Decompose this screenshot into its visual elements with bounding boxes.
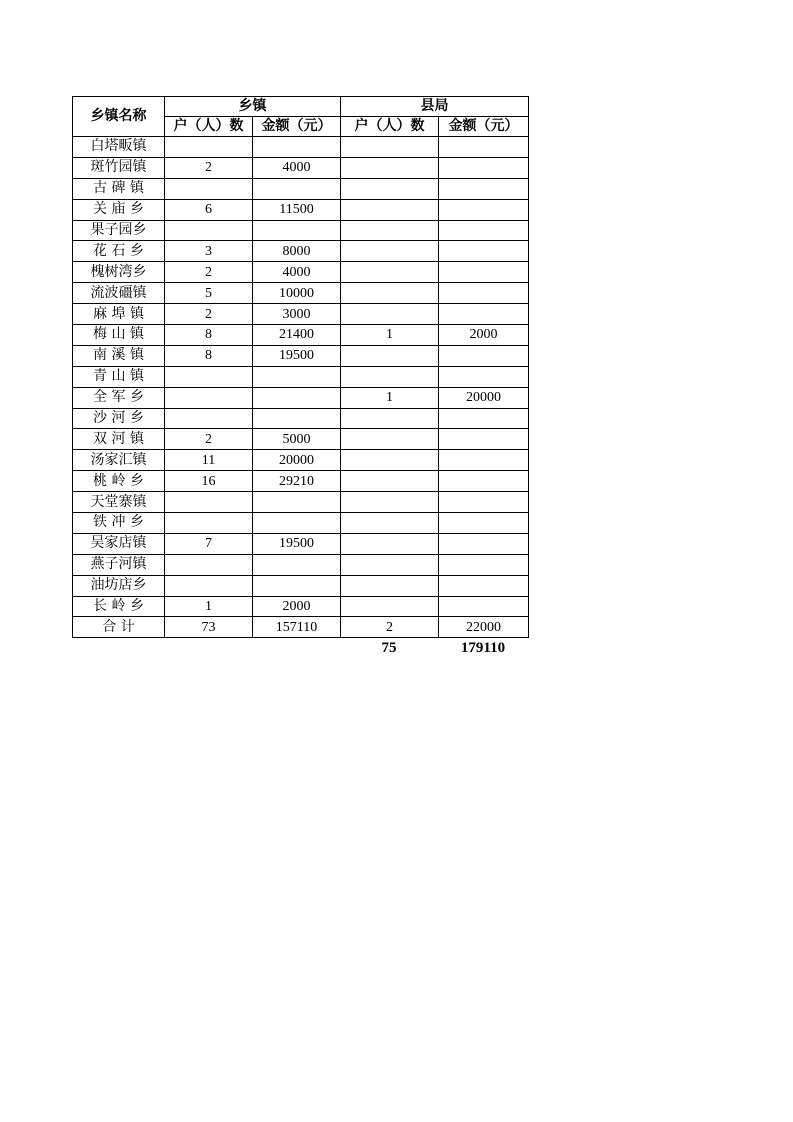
cell-c-amount <box>439 471 529 492</box>
cell-t-amount: 29210 <box>253 471 341 492</box>
cell-c-people <box>341 513 439 534</box>
table-row <box>73 137 529 158</box>
township-name: 长 岭 乡 <box>73 596 165 617</box>
grand-total-people: 75 <box>381 640 397 656</box>
cell-c-people <box>341 220 439 241</box>
township-name: 桃 岭 乡 <box>73 471 165 492</box>
table-row <box>73 533 529 554</box>
township-name: 麻 埠 镇 <box>73 304 165 325</box>
header-row-groups <box>73 97 529 117</box>
cell-t-people: 2 <box>165 262 253 283</box>
cell-c-amount <box>439 492 529 513</box>
cell-t-people <box>165 575 253 596</box>
corner-header: 乡镇名称 <box>73 97 165 137</box>
cell-t-people <box>165 554 253 575</box>
township-name: 槐树湾乡 <box>73 262 165 283</box>
cell-c-people <box>341 283 439 304</box>
cell-t-amount <box>253 220 341 241</box>
cell-t-amount: 21400 <box>253 325 341 346</box>
group-header-township: 乡镇 <box>165 97 341 117</box>
cell-t-amount <box>253 137 341 158</box>
table-row <box>73 513 529 534</box>
cell-t-amount: 19500 <box>253 345 341 366</box>
cell-c-amount: 22000 <box>439 617 529 638</box>
table-row <box>73 262 529 283</box>
cell-c-amount <box>439 513 529 534</box>
cell-c-people <box>341 575 439 596</box>
township-name: 斑竹园镇 <box>73 157 165 178</box>
cell-t-people <box>165 178 253 199</box>
cell-c-people <box>341 429 439 450</box>
cell-t-amount <box>253 513 341 534</box>
cell-c-people <box>341 366 439 387</box>
township-name: 沙 河 乡 <box>73 408 165 429</box>
township-name: 汤家汇镇 <box>73 450 165 471</box>
township-name: 花 石 乡 <box>73 241 165 262</box>
cell-c-people <box>341 450 439 471</box>
column-header: 金额（元） <box>439 117 529 137</box>
cell-c-people <box>341 554 439 575</box>
cell-c-people <box>341 345 439 366</box>
township-name: 南 溪 镇 <box>73 345 165 366</box>
cell-c-amount <box>439 575 529 596</box>
township-name: 梅 山 镇 <box>73 325 165 346</box>
cell-c-amount <box>439 199 529 220</box>
cell-t-amount: 4000 <box>253 262 341 283</box>
cell-t-amount <box>253 575 341 596</box>
table-row <box>73 450 529 471</box>
table-row <box>73 304 529 325</box>
cell-c-amount <box>439 408 529 429</box>
cell-t-people <box>165 513 253 534</box>
cell-c-amount <box>439 345 529 366</box>
cell-t-people: 3 <box>165 241 253 262</box>
grand-total-amount: 179110 <box>460 640 506 656</box>
cell-c-people <box>341 471 439 492</box>
cell-c-amount <box>439 241 529 262</box>
township-name: 白塔畈镇 <box>73 137 165 158</box>
township-name: 双 河 镇 <box>73 429 165 450</box>
table-row <box>73 178 529 199</box>
table-row <box>73 575 529 596</box>
cell-t-amount: 20000 <box>253 450 341 471</box>
table-row <box>73 199 529 220</box>
cell-t-people: 2 <box>165 429 253 450</box>
cell-t-people <box>165 220 253 241</box>
cell-t-amount: 11500 <box>253 199 341 220</box>
table-row <box>73 387 529 408</box>
cell-t-amount <box>253 178 341 199</box>
cell-t-amount: 5000 <box>253 429 341 450</box>
table-row <box>73 408 529 429</box>
data-table <box>72 96 529 638</box>
cell-t-people: 8 <box>165 325 253 346</box>
cell-c-people <box>341 596 439 617</box>
cell-t-people: 16 <box>165 471 253 492</box>
cell-t-amount: 10000 <box>253 283 341 304</box>
cell-t-amount <box>253 387 341 408</box>
cell-c-people <box>341 157 439 178</box>
township-name: 油坊店乡 <box>73 575 165 596</box>
cell-c-people <box>341 262 439 283</box>
township-name: 燕子河镇 <box>73 554 165 575</box>
township-name: 古 碑 镇 <box>73 178 165 199</box>
township-name: 果子园乡 <box>73 220 165 241</box>
cell-c-people <box>341 241 439 262</box>
cell-t-people: 2 <box>165 304 253 325</box>
group-header-county: 县局 <box>341 97 529 117</box>
cell-c-people <box>341 137 439 158</box>
cell-t-people: 11 <box>165 450 253 471</box>
township-name: 吴家店镇 <box>73 533 165 554</box>
township-name: 青 山 镇 <box>73 366 165 387</box>
cell-c-people <box>341 304 439 325</box>
cell-t-amount: 3000 <box>253 304 341 325</box>
table-row <box>73 596 529 617</box>
table-row <box>73 345 529 366</box>
cell-c-people <box>341 178 439 199</box>
cell-c-amount <box>439 262 529 283</box>
cell-t-people: 1 <box>165 596 253 617</box>
cell-c-amount <box>439 533 529 554</box>
cell-c-people: 2 <box>341 617 439 638</box>
cell-c-amount <box>439 554 529 575</box>
cell-t-people: 8 <box>165 345 253 366</box>
cell-t-amount <box>253 408 341 429</box>
cell-c-people: 1 <box>341 325 439 346</box>
cell-c-amount: 2000 <box>439 325 529 346</box>
cell-c-people <box>341 533 439 554</box>
cell-c-amount <box>439 220 529 241</box>
cell-t-people <box>165 492 253 513</box>
cell-c-amount <box>439 429 529 450</box>
cell-c-amount <box>439 283 529 304</box>
cell-t-amount: 19500 <box>253 533 341 554</box>
cell-t-people <box>165 408 253 429</box>
cell-c-people <box>341 492 439 513</box>
township-name: 铁 冲 乡 <box>73 513 165 534</box>
total-row <box>73 617 529 638</box>
cell-c-amount <box>439 304 529 325</box>
cell-t-people <box>165 387 253 408</box>
table-row <box>73 429 529 450</box>
column-header: 金额（元） <box>253 117 341 137</box>
cell-c-people <box>341 408 439 429</box>
cell-t-people <box>165 137 253 158</box>
table-row <box>73 492 529 513</box>
column-header: 户（人）数 <box>165 117 253 137</box>
cell-c-amount: 20000 <box>439 387 529 408</box>
table-row <box>73 241 529 262</box>
table-row <box>73 325 529 346</box>
table-row <box>73 554 529 575</box>
township-name: 流波礓镇 <box>73 283 165 304</box>
table-row <box>73 366 529 387</box>
cell-c-amount <box>439 450 529 471</box>
cell-t-amount <box>253 554 341 575</box>
cell-t-amount: 157110 <box>253 617 341 638</box>
cell-c-people: 1 <box>341 387 439 408</box>
total-label: 合 计 <box>73 617 165 638</box>
township-name: 关 庙 乡 <box>73 199 165 220</box>
cell-t-amount <box>253 492 341 513</box>
table-row <box>73 471 529 492</box>
cell-c-amount <box>439 366 529 387</box>
cell-t-people: 7 <box>165 533 253 554</box>
cell-t-people: 73 <box>165 617 253 638</box>
table-row <box>73 220 529 241</box>
cell-c-amount <box>439 596 529 617</box>
table-row <box>73 157 529 178</box>
cell-c-amount <box>439 157 529 178</box>
cell-t-people <box>165 366 253 387</box>
cell-c-amount <box>439 178 529 199</box>
cell-t-amount: 2000 <box>253 596 341 617</box>
cell-t-people: 5 <box>165 283 253 304</box>
cell-t-people: 2 <box>165 157 253 178</box>
cell-t-amount <box>253 366 341 387</box>
cell-c-people <box>341 199 439 220</box>
table-row <box>73 283 529 304</box>
cell-t-amount: 4000 <box>253 157 341 178</box>
cell-t-amount: 8000 <box>253 241 341 262</box>
township-name: 天堂寨镇 <box>73 492 165 513</box>
cell-c-amount <box>439 137 529 158</box>
township-name: 全 军 乡 <box>73 387 165 408</box>
column-header: 户（人）数 <box>341 117 439 137</box>
cell-t-people: 6 <box>165 199 253 220</box>
spreadsheet <box>72 96 529 638</box>
